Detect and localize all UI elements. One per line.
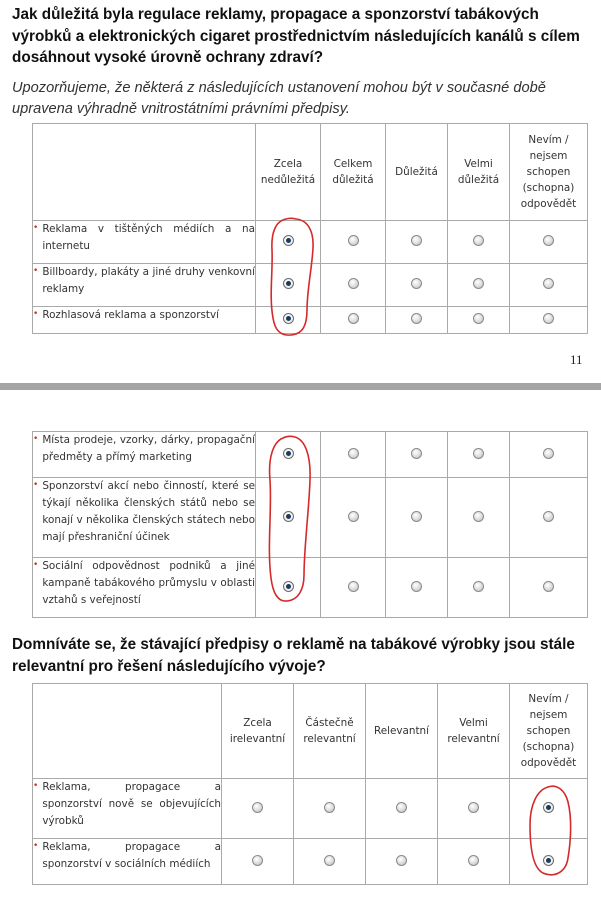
- header-empty-cell: [33, 124, 256, 221]
- radio-cell: [256, 221, 321, 264]
- column-header: Zcela nedůležitá: [256, 124, 321, 221]
- radio-button[interactable]: [411, 313, 422, 324]
- column-header: Zcela irelevantní: [222, 684, 294, 779]
- radio-cell: [256, 558, 321, 618]
- radio-cell: [448, 558, 510, 618]
- table-row: [33, 558, 588, 618]
- radio-cell: [386, 478, 448, 558]
- radio-cell: [448, 432, 510, 478]
- radio-button[interactable]: [473, 581, 484, 592]
- radio-button[interactable]: [324, 802, 335, 813]
- radio-button[interactable]: [473, 511, 484, 522]
- radio-cell: [448, 264, 510, 307]
- radio-button[interactable]: [411, 581, 422, 592]
- table-row: [33, 307, 588, 334]
- table-header-row: [33, 124, 588, 221]
- bullet-icon: •: [33, 781, 39, 791]
- radio-button-selected[interactable]: [283, 313, 294, 324]
- radio-button[interactable]: [324, 855, 335, 866]
- radio-button[interactable]: [411, 448, 422, 459]
- column-header: Částečně relevantní: [294, 684, 366, 779]
- radio-cell: [510, 432, 588, 478]
- radio-cell: [510, 779, 588, 839]
- radio-button-selected[interactable]: [283, 278, 294, 289]
- radio-cell: [510, 221, 588, 264]
- radio-button[interactable]: [543, 278, 554, 289]
- radio-cell: [386, 432, 448, 478]
- radio-cell: [256, 307, 321, 334]
- radio-button[interactable]: [543, 448, 554, 459]
- column-header: Velmi relevantní: [438, 684, 510, 779]
- radio-button[interactable]: [468, 855, 479, 866]
- radio-cell: [510, 558, 588, 618]
- table-header-row: [33, 684, 588, 779]
- radio-cell: [386, 264, 448, 307]
- bullet-icon: •: [33, 309, 39, 319]
- column-header: Celkem důležitá: [321, 124, 386, 221]
- radio-button-selected[interactable]: [283, 581, 294, 592]
- row-label: Reklama, propagace a sponzorství v sociálních médiích: [42, 841, 221, 870]
- radio-button[interactable]: [252, 855, 263, 866]
- radio-cell: [222, 779, 294, 839]
- column-header: Velmi důležitá: [448, 124, 510, 221]
- radio-button-selected[interactable]: [283, 235, 294, 246]
- row-label: Rozhlasová reklama a sponzorství: [42, 309, 220, 321]
- page-break-divider: [0, 383, 601, 390]
- radio-cell: [448, 221, 510, 264]
- row-label-cell: [33, 264, 256, 307]
- radio-button[interactable]: [468, 802, 479, 813]
- radio-button[interactable]: [348, 581, 359, 592]
- radio-cell: [510, 307, 588, 334]
- bullet-icon: •: [33, 560, 39, 570]
- radio-button[interactable]: [348, 278, 359, 289]
- table-row: [33, 264, 588, 307]
- radio-cell: [321, 264, 386, 307]
- row-label-cell: [33, 558, 256, 618]
- radio-cell: [438, 779, 510, 839]
- rating-table-1-continued: [32, 431, 588, 618]
- radio-button[interactable]: [252, 802, 263, 813]
- radio-cell: [366, 779, 438, 839]
- row-label: Místa prodeje, vzorky, dárky, propagační předměty a přímý marketing: [42, 434, 255, 463]
- row-label-cell: [33, 221, 256, 264]
- radio-cell: [438, 839, 510, 885]
- row-label: Billboardy, plakáty a jiné druhy venkovní reklamy: [42, 266, 255, 295]
- radio-button[interactable]: [348, 511, 359, 522]
- radio-button[interactable]: [473, 448, 484, 459]
- radio-cell: [448, 307, 510, 334]
- radio-cell: [222, 839, 294, 885]
- question-1: Jak důležitá byla regulace reklamy, propagace a sponzorství tabákových výrobků a elektronických cigaret prostřednictvím následujících kanálů s cílem dosáhnout vysoké úrovně ochrany zdraví?: [12, 6, 580, 66]
- radio-cell: [510, 839, 588, 885]
- radio-button[interactable]: [473, 278, 484, 289]
- bullet-icon: •: [33, 223, 39, 233]
- question-2: Domníváte se, že stávající předpisy o reklamě na tabákové výrobky jsou stále relevantní pro řešení následujícího vývoje?: [12, 636, 575, 675]
- radio-cell: [256, 432, 321, 478]
- question-1-note: Upozorňujeme, že některá z následujících ustanovení mohou být v současné době upravena výhradně vnitrostátními právními předpisy.: [12, 80, 546, 117]
- bullet-icon: •: [33, 434, 39, 444]
- radio-button-selected[interactable]: [283, 448, 294, 459]
- column-header: Relevantní: [366, 684, 438, 779]
- row-label-cell: [33, 478, 256, 558]
- radio-button[interactable]: [543, 235, 554, 246]
- table-row: [33, 432, 588, 478]
- radio-button[interactable]: [543, 313, 554, 324]
- radio-cell: [321, 432, 386, 478]
- bullet-icon: •: [33, 841, 39, 851]
- rating-table-2: [32, 683, 588, 885]
- radio-button[interactable]: [473, 313, 484, 324]
- radio-button[interactable]: [411, 278, 422, 289]
- header-empty-cell: [33, 684, 222, 779]
- radio-cell: [321, 221, 386, 264]
- bullet-icon: •: [33, 480, 39, 490]
- radio-cell: [386, 558, 448, 618]
- radio-cell: [386, 307, 448, 334]
- radio-cell: [510, 478, 588, 558]
- column-header: Nevím / nejsem schopen (schopna) odpovědět: [510, 684, 588, 779]
- radio-button[interactable]: [411, 235, 422, 246]
- radio-cell: [321, 307, 386, 334]
- radio-cell: [386, 221, 448, 264]
- table-row: [33, 221, 588, 264]
- radio-cell: [256, 264, 321, 307]
- radio-cell: [510, 264, 588, 307]
- table-row: [33, 478, 588, 558]
- radio-cell: [256, 478, 321, 558]
- rating-table-1: [32, 123, 588, 334]
- radio-button[interactable]: [543, 581, 554, 592]
- table-row: [33, 779, 588, 839]
- row-label: Sponzorství akcí nebo činností, které se týkají několika členských států nebo se konají v několika členských státech nebo mají přeshraniční účinek: [42, 480, 255, 543]
- row-label-cell: [33, 307, 256, 334]
- radio-cell: [448, 478, 510, 558]
- radio-cell: [294, 839, 366, 885]
- radio-button[interactable]: [411, 511, 422, 522]
- row-label-cell: [33, 779, 222, 839]
- table-row: [33, 839, 588, 885]
- radio-button[interactable]: [543, 511, 554, 522]
- bullet-icon: •: [33, 266, 39, 276]
- radio-button-selected[interactable]: [543, 855, 554, 866]
- radio-cell: [321, 478, 386, 558]
- radio-button[interactable]: [396, 855, 407, 866]
- radio-button[interactable]: [473, 235, 484, 246]
- radio-button[interactable]: [348, 313, 359, 324]
- column-header: Nevím / nejsem schopen (schopna) odpovědět: [510, 124, 588, 221]
- radio-button-selected[interactable]: [283, 511, 294, 522]
- row-label-cell: [33, 839, 222, 885]
- radio-button[interactable]: [348, 235, 359, 246]
- radio-button[interactable]: [348, 448, 359, 459]
- radio-button-selected[interactable]: [543, 802, 554, 813]
- row-label-cell: [33, 432, 256, 478]
- column-header: Důležitá: [386, 124, 448, 221]
- radio-cell: [366, 839, 438, 885]
- radio-cell: [294, 779, 366, 839]
- page-number: 11: [570, 352, 583, 367]
- row-label: Reklama v tištěných médiích a na internetu: [42, 223, 255, 252]
- radio-cell: [321, 558, 386, 618]
- row-label: Sociální odpovědnost podniků a jiné kampaně tabákového průmyslu v oblasti vztahů s veřejností: [42, 560, 255, 606]
- radio-button[interactable]: [396, 802, 407, 813]
- row-label: Reklama, propagace a sponzorství nově se objevujících výrobků: [42, 781, 221, 827]
